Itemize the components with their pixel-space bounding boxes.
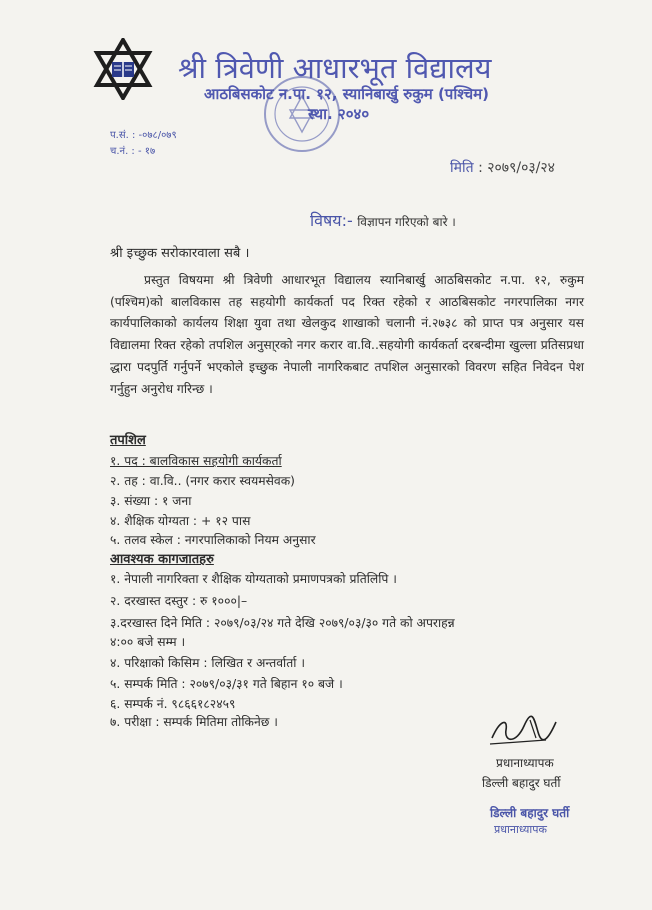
body-paragraph: प्रस्तुत विषयमा श्री त्रिवेणी आधारभूत विद्यालय स्यानिबार्खु आठबिसकोट न.पा. १२, रुकुम (पश्चिम)को बालविकास तह सहयोगी कार्यकर्ता पद रिक्त रहेको र आठबिसकोट नगरपालिका नगर कार्यपालिकाको कार्यलय शिक्षा युवा तथा खेलकुद शाखाको चलानी नं.२७३८ को प्राप्त पत्र अनुसार यस विद्यालमा रिक्त रहेको तपशिल अनुसा्रको नगर करार वा.वि..सहयोगी कार्यकर्ता दरबन्दीमा खुल्ला प्रतिसप्रधा द्धारा पदपुर्ति गर्नुपर्ने भएकोले इच्छुक नेपाली नागरिकबाट तपशिल अनुसारको विवरण सहित निवेदन पेश गर्नुहुन अनुरोध गरिन्छ ।: [110, 273, 584, 396]
details-item: १. पद : बालविकास सहयोगी कार्यकर्ता: [110, 454, 282, 468]
details-item: २. तह : वा.वि.. (नगर करार स्वयमसेवक): [110, 474, 295, 488]
date-label: मिति: [450, 160, 474, 176]
date-value: : २०७९/०३/२४: [478, 160, 555, 176]
stamp-name: डिल्ली बहादुर घर्ती: [490, 806, 570, 820]
school-logo-icon: [92, 38, 154, 100]
subject-label: विषय:-: [310, 211, 353, 230]
details-heading: तपशिल: [110, 433, 146, 448]
documents-item: १. नेपाली नागरिक्ता र शैक्षिक योग्यताको प्रमाणपत्रको प्रतिलिपि ।: [110, 572, 397, 586]
details-item: ४. शैक्षिक योग्यता : + १२ पास: [110, 514, 251, 528]
signature-icon: [486, 714, 562, 750]
school-name: श्री त्रिवेणी आधारभूत विद्यालय: [178, 51, 492, 85]
school-address: आठबिसकोट न.पा. १२, स्यानिबार्खु रुकुम (पश्चिम): [204, 85, 489, 103]
date-line: [450, 158, 555, 177]
documents-item: ४:०० बजे सम्म ।: [110, 635, 186, 649]
documents-heading: आवश्यक कागजातहरु: [110, 552, 214, 567]
chalani-number: च.नं. : - १७: [110, 146, 156, 157]
details-item: ३. संख्या : १ जना: [110, 494, 192, 508]
documents-item: ७. परीक्षा : सम्पर्क मितिमा तोकिनेछ ।: [110, 715, 278, 729]
subject-text: विज्ञापन गरिएको बारे ।: [357, 215, 456, 229]
documents-item: २. दरखास्त दस्तुर : रु १०००|–: [110, 594, 248, 608]
documents-item: ४. परिक्षाको किसिम : लिखित र अन्तर्वार्ता ।: [110, 656, 305, 670]
subject-line: [310, 209, 456, 231]
signature-title: प्रधानाध्यापक: [496, 756, 554, 770]
school-established: स्था. २०४०: [308, 105, 370, 123]
stamp-title: प्रधानाध्यापक: [494, 823, 547, 836]
signature-name: डिल्ली बहादुर घर्ती: [482, 776, 561, 790]
details-item: ५. तलव स्केल : नगरपालिकाको नियम अनुसार: [110, 533, 316, 547]
patra-sankhya: प.सं. : -०७८/०७९: [110, 130, 177, 141]
documents-item: ३.दरखास्त दिने मिति : २०७९/०३/२४ गते देखि २०७९/०३/३० गते को अपराहन्न: [110, 616, 455, 630]
documents-item: ५. सम्पर्क मिति : २०७९/०३/३१ गते बिहान १० बजे ।: [110, 677, 343, 691]
documents-item: ६. सम्पर्क नं. ९८६६१८२४५९: [110, 697, 236, 711]
salutation: श्री इच्छुक सरोकारवाला सबै ।: [110, 246, 250, 261]
school-seal-icon: [262, 74, 342, 154]
